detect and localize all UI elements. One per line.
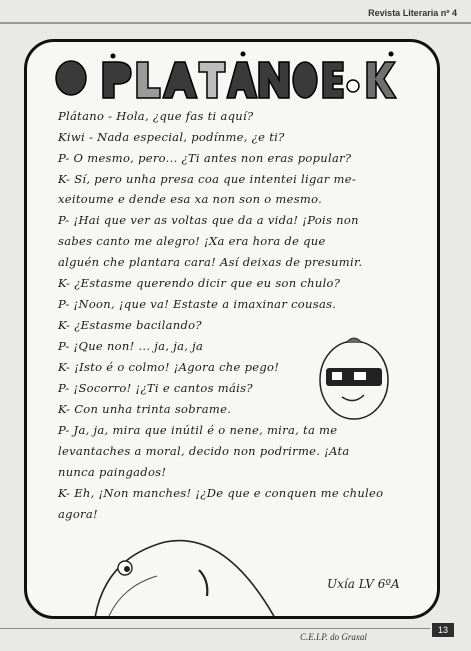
dialogue-line: xeitoume e dende esa xa non son o mesmo.: [58, 192, 323, 206]
dialogue-line: Plátano - Hola, ¿que fas ti aquí?: [58, 109, 254, 123]
header-divider: [0, 22, 471, 24]
author-signature: Uxía LV 6ºA: [327, 577, 400, 591]
magazine-title: Revista Literaria nº 4: [368, 8, 457, 18]
dialogue-line: K- ¿Estasme querendo dicir que eu son chulo?: [58, 276, 341, 290]
story-frame: [24, 39, 440, 619]
dialogue-line: P- O mesmo, pero... ¿Ti antes non eras popular?: [58, 151, 352, 165]
dialogue-line: K- Sí, pero unha presa coa que intentei ligar me-: [58, 172, 357, 186]
dialogue-line: K- ¿Estasme bacilando?: [58, 318, 202, 332]
dialogue-line: P- ¡Hai que ver as voltas que da a vida! ¡Pois non: [58, 213, 359, 227]
dialogue-line: alguén che plantara cara! Así deixas de presumir.: [58, 255, 363, 269]
dialogue-line: P- Ja, ja, mira que inútil é o nene, mira, ta me: [58, 423, 338, 437]
dialogue-line: P- ¡Noon, ¡que va! Estaste a imaxinar cousas.: [58, 297, 337, 311]
dialogue-line: levantaches a moral, decido non podrirme. ¡Ata: [58, 444, 350, 458]
page-number: 13: [432, 623, 454, 637]
dialogue-line: K- Eh, ¡Non manches! ¡¿De que e conquen me chuleo: [58, 486, 384, 500]
dialogue-line: K- Con unha trinta sobrame.: [58, 402, 232, 416]
platano-drawing: [89, 528, 289, 619]
dialogue-line: P- ¡Socorro! ¡¿Ti e cantos máis?: [58, 381, 253, 395]
school-name: C.E.I.P. do Graxal: [300, 632, 367, 642]
dialogue-line: P- ¡Que non! ... ja, ja, ja: [58, 339, 204, 353]
title-lettering: [53, 50, 413, 104]
dialogue-line: sabes canto me alegro! ¡Xa era hora de que: [58, 234, 326, 248]
dialogue-line: Kiwi - Nada especial, podínme, ¿e ti?: [58, 130, 285, 144]
footer-divider: [0, 628, 430, 629]
dialogue-line: K- ¡Isto é o colmo! ¡Agora che pego!: [58, 360, 280, 374]
dialogue-line: nunca paingados!: [58, 465, 167, 479]
kiwi-drawing: [314, 333, 394, 423]
dialogue-line: agora!: [58, 507, 98, 521]
